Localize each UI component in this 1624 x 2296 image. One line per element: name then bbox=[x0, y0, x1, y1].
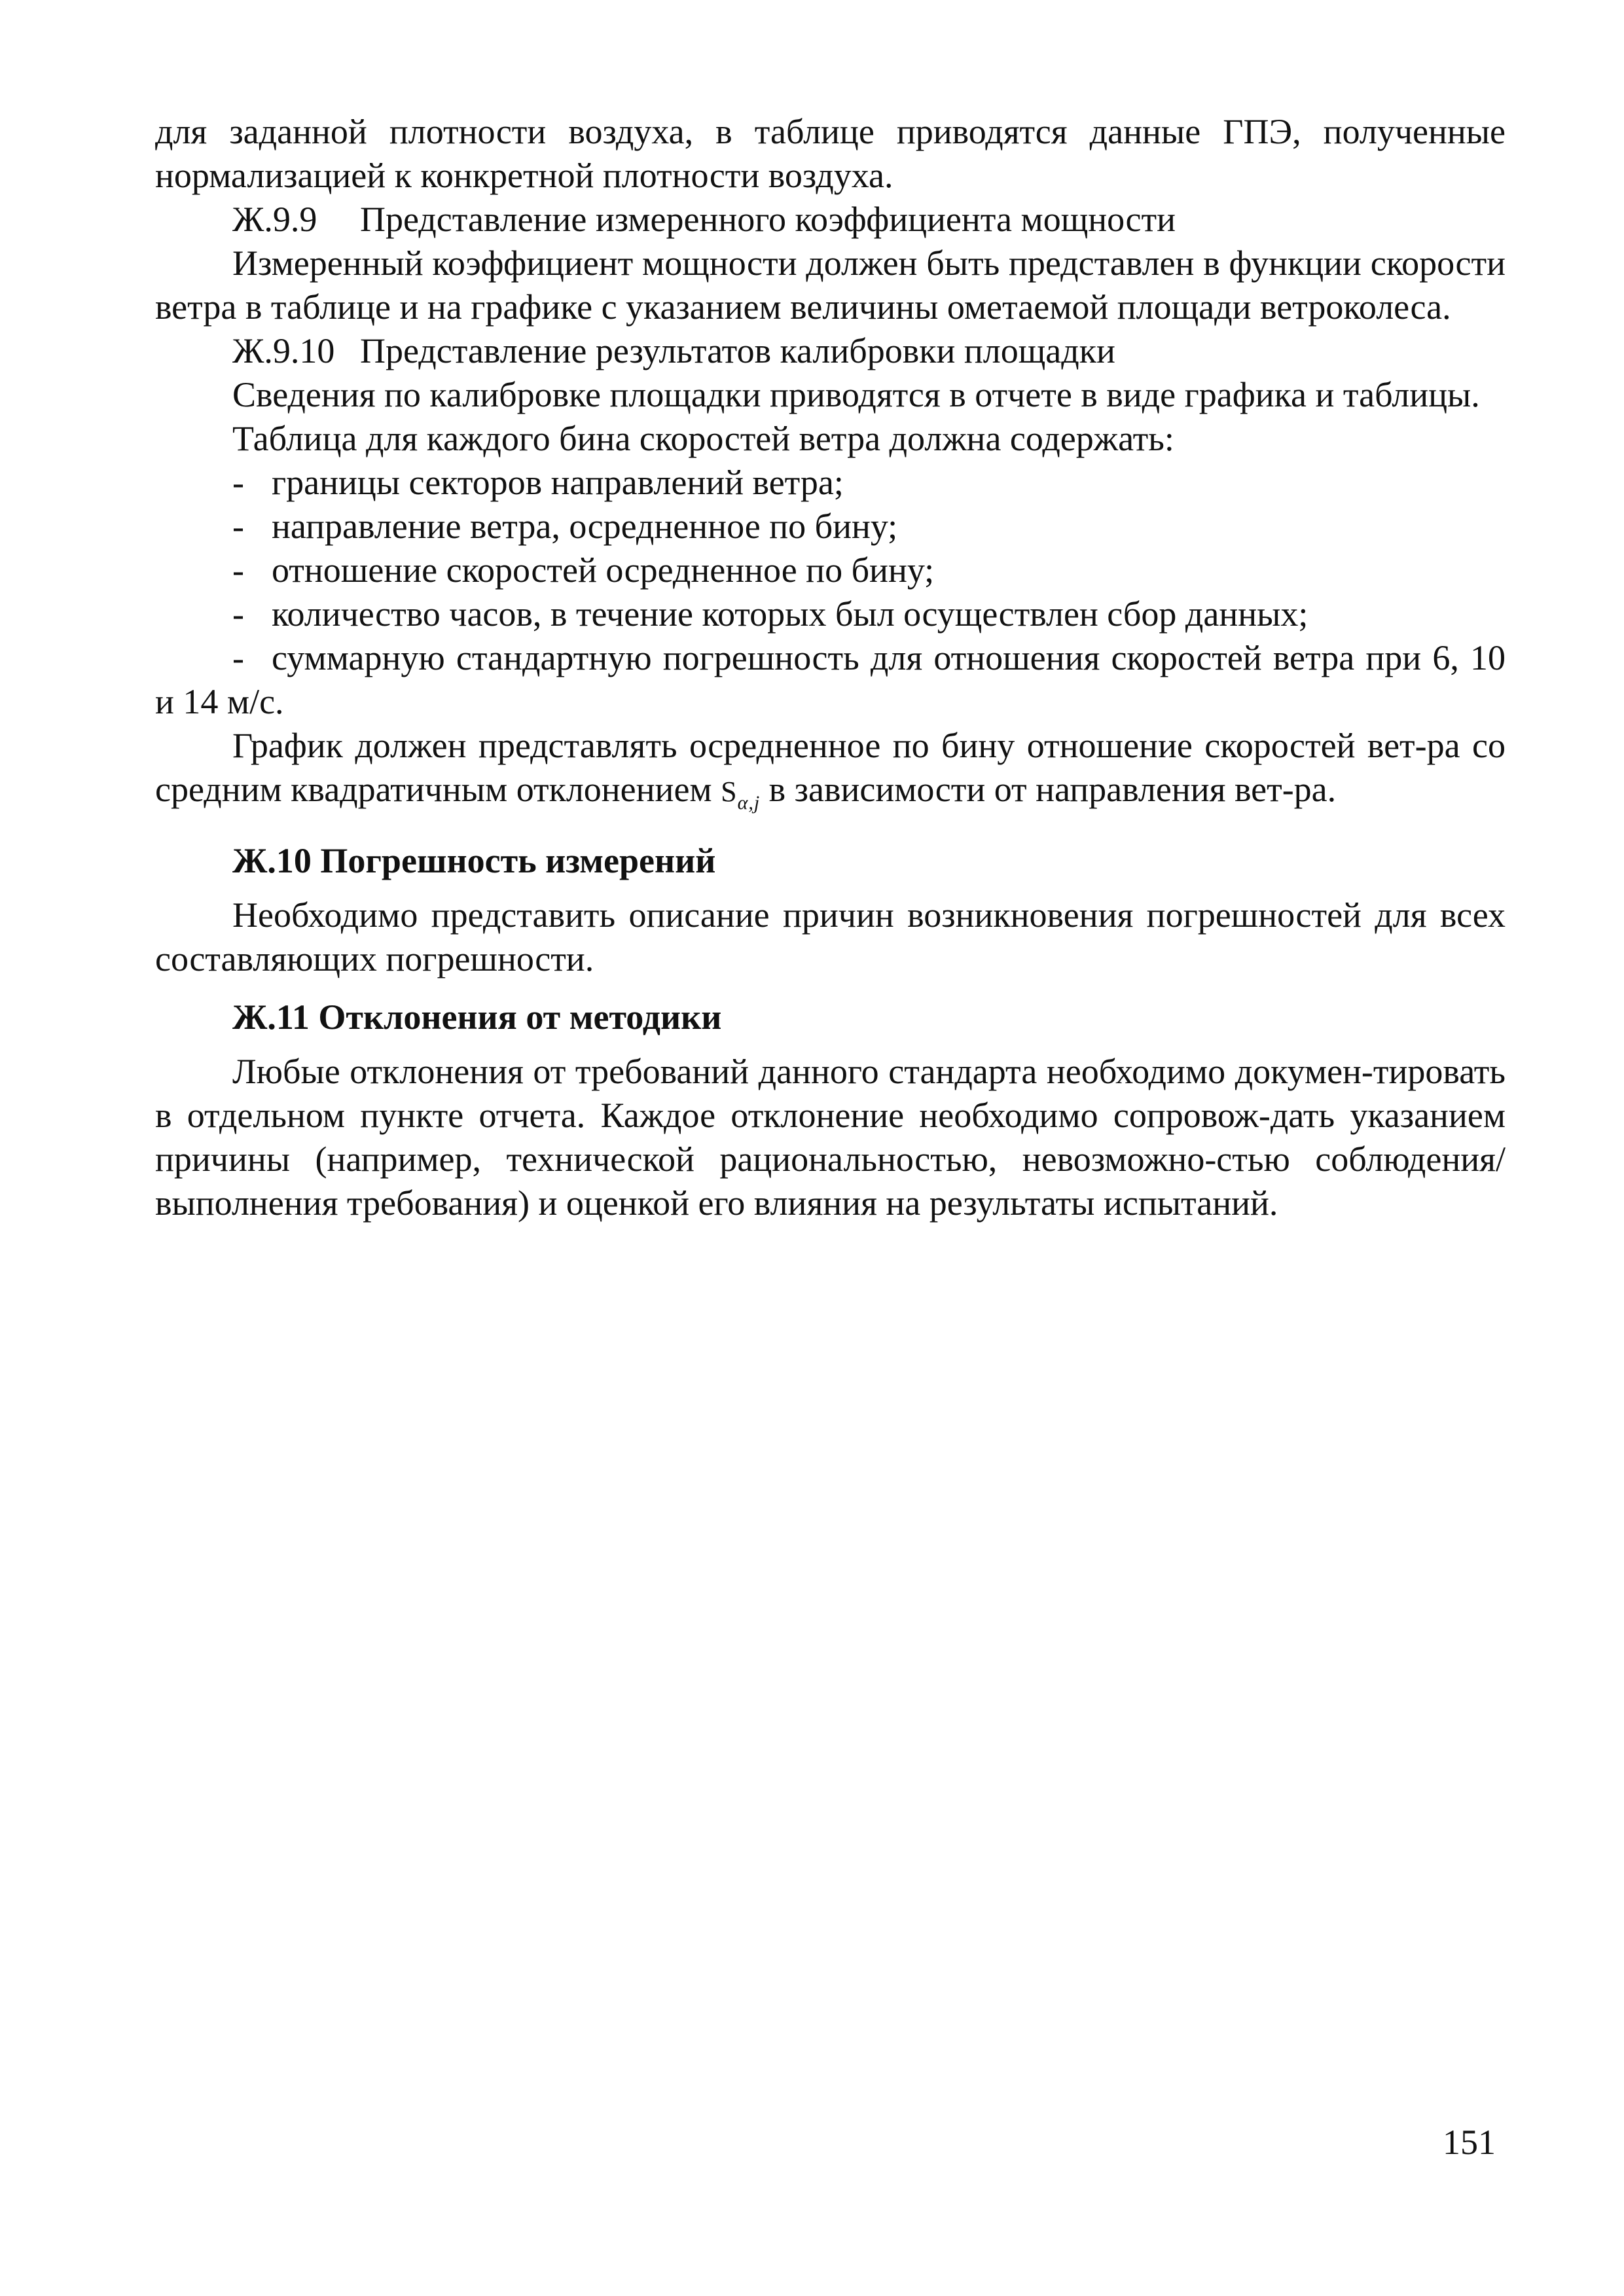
list-dash: - bbox=[232, 550, 244, 590]
list-item bbox=[155, 636, 1506, 724]
section-number-j910: Ж.9.10 bbox=[232, 331, 335, 370]
list-item bbox=[155, 592, 1506, 636]
paragraph-site-calibration: Сведения по калибровке площадки приводятся в отчете в виде графика и таблицы. bbox=[232, 375, 1480, 414]
section-heading-j99 bbox=[155, 198, 1506, 242]
list-item-text: отношение скоростей осредненное по бину; bbox=[272, 550, 935, 590]
section-title-j910: Представление результатов калибровки площадки bbox=[360, 331, 1115, 370]
paragraph-graph-description bbox=[155, 724, 1506, 825]
graph-text-before: График должен представлять осредненное по бину отношение скоростей вет-ра со средним квадратичным отклонением bbox=[155, 726, 1506, 809]
paragraph-table-contents: Таблица для каждого бина скоростей ветра должна содержать: bbox=[232, 419, 1174, 458]
formula-subscript: α,j bbox=[737, 792, 761, 814]
list-item-text: суммарную стандартную погрешность для отношения скоростей ветра при 6, 10 и 14 м/с. bbox=[155, 638, 1506, 721]
section-title-j99: Представление измеренного коэффициента мощности bbox=[360, 200, 1176, 239]
section-number-j99: Ж.9.9 bbox=[232, 200, 317, 239]
paragraph-method-deviations: Любые отклонения от требований данного стандарта необходимо докумен-тировать в отдельном пункте отчета. Каждое отклонение необходимо сопровож-дать указанием причины (например, технической рациональностью, невозможно-стью соблюдения/выполнения требования) и оценкой его влияния на результаты испытаний. bbox=[155, 1052, 1506, 1223]
page-number: 151 bbox=[1443, 2123, 1496, 2162]
list-dash: - bbox=[232, 594, 244, 634]
document-page bbox=[155, 110, 1506, 1225]
list-item bbox=[155, 461, 1506, 505]
paragraph-air-density: для заданной плотности воздуха, в таблице приводятся данные ГПЭ, полученные нормализацией к конкретной плотности воздуха. bbox=[155, 112, 1506, 195]
list-item-text: направление ветра, осредненное по бину; bbox=[272, 507, 898, 546]
list-dash: - bbox=[232, 463, 244, 502]
graph-text-after: в зависимости от направления вет-ра. bbox=[760, 770, 1337, 809]
list-item-text: границы секторов направлений ветра; bbox=[272, 463, 844, 502]
list-item bbox=[155, 548, 1506, 592]
list-dash: - bbox=[232, 507, 244, 546]
section-heading-j10: Ж.10 Погрешность измерений bbox=[232, 841, 716, 880]
std-deviation-formula bbox=[721, 776, 761, 814]
list-item bbox=[155, 505, 1506, 548]
list-dash: - bbox=[232, 638, 244, 677]
paragraph-power-coefficient: Измеренный коэффициент мощности должен быть представлен в функции скорости ветра в таблице и на графике с указанием величины ометаемой площади ветроколеса. bbox=[155, 243, 1506, 327]
formula-symbol: S bbox=[721, 776, 738, 808]
list-item-text: количество часов, в течение которых был осуществлен сбор данных; bbox=[272, 594, 1308, 634]
section-heading-j910 bbox=[155, 329, 1506, 373]
section-heading-j11: Ж.11 Отклонения от методики bbox=[232, 997, 722, 1037]
paragraph-measurement-uncertainty: Необходимо представить описание причин возникновения погрешностей для всех составляющих погрешности. bbox=[155, 895, 1506, 978]
